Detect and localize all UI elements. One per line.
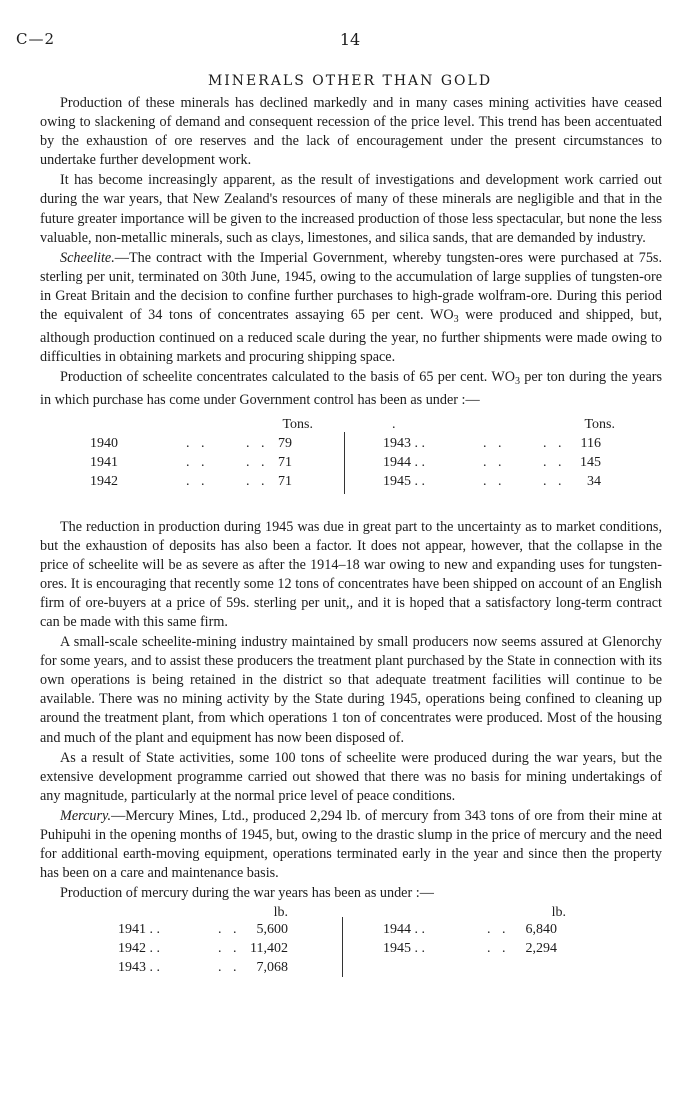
leader-dots: . . (186, 454, 209, 470)
year-cell: 1943 . . (383, 435, 425, 451)
leader-dots: . . (487, 941, 510, 957)
year-cell: 1945 . . (383, 473, 425, 489)
year-cell: 1945 . . (383, 941, 425, 957)
leader-dots: . . (218, 922, 241, 938)
value-cell: 11,402 (250, 941, 288, 957)
body-text (40, 94, 662, 983)
mercury-left-column (118, 920, 288, 977)
wo3-subscript: 3 (453, 314, 459, 326)
value-cell: 71 (278, 473, 292, 489)
page-number: 14 (339, 30, 361, 49)
production-text-b: per ton during the years in which purchase has come under Government control has been as under :— (40, 369, 662, 409)
table-row (383, 939, 557, 958)
mercury-text: —Mercury Mines, Ltd., produced 2,294 lb. of mercury from 343 tons of ore from their mine at Puhipuhi in the opening months of 1945, but, owing to the drastic slump in the price of mercury and the need for additional earth-moving equipment, operations terminated early in the year and since then the property has been on a care and maintenance basis. (40, 807, 662, 882)
paragraph-scheelite-production (40, 368, 662, 410)
leader-dots: . . (487, 922, 510, 938)
paragraph-mercury-production: Production of mercury during the war years has been as under :— (60, 885, 434, 902)
leader-dots: . . (483, 473, 506, 489)
table-row (118, 939, 288, 958)
value-cell: 145 (580, 454, 601, 470)
report-reference: C—2 (16, 30, 56, 48)
leader-dots: . . (543, 473, 566, 489)
value-cell: 79 (278, 435, 292, 451)
leader-dots: . . (483, 454, 506, 470)
paragraph-scheelite-contract (40, 249, 662, 368)
value-cell: 2,294 (525, 941, 557, 957)
table-row (383, 434, 601, 453)
table-row (118, 958, 288, 977)
leader-dots: . . (218, 960, 241, 976)
mercury-table (40, 903, 662, 983)
scheelite-unit-left: Tons. (282, 416, 313, 432)
leader-dots: . . (218, 941, 241, 957)
paragraph-resources: It has become increasingly apparent, as the result of investigations and development work carried out during the war years, that New Zealand's resources of many of these minerals are negligible and that in the future greater importance will be given to the increased production of those less spectacular, but none the less valuable, non-metallic minerals, such as clays, limestones, and silica sands, that are demanded by industry. (40, 172, 662, 246)
value-cell: 34 (587, 473, 601, 489)
column-divider (344, 432, 345, 494)
year-cell: 1940 (90, 435, 118, 451)
value-cell: 116 (580, 435, 601, 451)
scheelite-text-b: were produced and shipped, but, although production continued on a reduced scale during the year, no further shipments were made owing to difficulties in obtaining markets and procuring shipping space. (40, 307, 663, 366)
mercury-unit-right: lb. (551, 905, 566, 921)
scheelite-marker: . (392, 416, 396, 432)
mercury-right-column (383, 920, 557, 958)
table-row (383, 453, 601, 472)
year-cell: 1944 . . (383, 922, 425, 938)
scheelite-text-a: —The contract with the Imperial Government, whereby tungsten-ores were purchased at 75s. sterling per unit, terminated on 30th June, 1945, owing to the accumulation of large supplies of tungsten-ore in Great Britain and the decision to confine further purchases to high-grade wolfram-ore. During this period the equivalent of 34 tons of concentrates assaying 65 per cent. WO (40, 249, 662, 324)
year-cell: 1942 . . (118, 941, 160, 957)
leader-dots: . . (186, 473, 209, 489)
mercury-unit-left: lb. (273, 905, 288, 921)
year-cell: 1941 (90, 454, 118, 470)
table-row (118, 920, 288, 939)
paragraph-state-activities: As a result of State activities, some 100 tons of scheelite were produced during the war years, but the extensive development programme carried out showed that there was no basis for mining undertakings of any magnitude, particularly at the normal price level of peace conditions. (40, 749, 662, 804)
leader-dots: . . (483, 435, 506, 451)
value-cell: 6,840 (525, 922, 557, 938)
paragraph-mercury (40, 807, 662, 883)
scheelite-lead: Scheelite. (60, 249, 115, 266)
value-cell: 5,600 (256, 922, 288, 938)
year-cell: 1943 . . (118, 960, 160, 976)
column-divider (342, 917, 343, 977)
table-row (90, 472, 292, 491)
leader-dots: . . (246, 454, 269, 470)
table-row (90, 434, 292, 453)
scheelite-table (40, 411, 662, 503)
scheelite-right-column (383, 434, 601, 491)
mercury-lead: Mercury. (60, 807, 112, 824)
wo3-subscript-2: 3 (515, 376, 520, 388)
paragraph-reduction: The reduction in production during 1945 was due in great part to the uncertainty as to market conditions, but the exhaustion of deposits has also been a factor. It does not appear, however, that the collapse in the price of scheelite will be as severe as after the 1914–18 war owing to new and expanding uses for tungsten-ores. It is encouraging that recently some 12 tons of concentrates have been shipped on account of an English firm of ore-buyers at a price of 59s. sterling per unit,, and it is hoped that a satisfactory long-term contract can be made with this same firm. (40, 518, 662, 630)
value-cell: 71 (278, 454, 292, 470)
table-row (383, 920, 557, 939)
value-cell: 7,068 (256, 960, 288, 976)
year-cell: 1942 (90, 473, 118, 489)
leader-dots: . . (543, 435, 566, 451)
leader-dots: . . (543, 454, 566, 470)
paragraph-intro: Production of these minerals has declined markedly and in many cases mining activities have ceased owing to slackening of demand and consequent recession of the price level. This trend has been accentuated by the exhaustion of ore reserves and the lack of encouragement under the present circumstances to undertake further development work. (40, 95, 662, 169)
table-row (90, 453, 292, 472)
leader-dots: . . (246, 435, 269, 451)
leader-dots: . . (246, 473, 269, 489)
production-text-a: Production of scheelite concentrates calculated to the basis of 65 per cent. WO (60, 369, 515, 386)
section-title: MINERALS OTHER THAN GOLD (207, 73, 493, 89)
scheelite-unit-right: Tons. (584, 416, 615, 432)
year-cell: 1944 . . (383, 454, 425, 470)
scheelite-left-column (90, 434, 292, 491)
paragraph-glenorchy: A small-scale scheelite-mining industry maintained by small producers now seems assured at Glenorchy for some years, and to assist these producers the treatment plant purchased by the State in connection with its own operations is being retained in the district so that adequate treatment facilities will continue to be available. There was no mining activity by the State during 1945, operations being confined to cleaning up around the treatment plant, from which operations 1 ton of concentrates were produced. Most of the housing and much of the plant and equipment has now been disposed of. (40, 634, 662, 746)
table-row (383, 472, 601, 491)
leader-dots: . . (186, 435, 209, 451)
year-cell: 1941 . . (118, 922, 160, 938)
